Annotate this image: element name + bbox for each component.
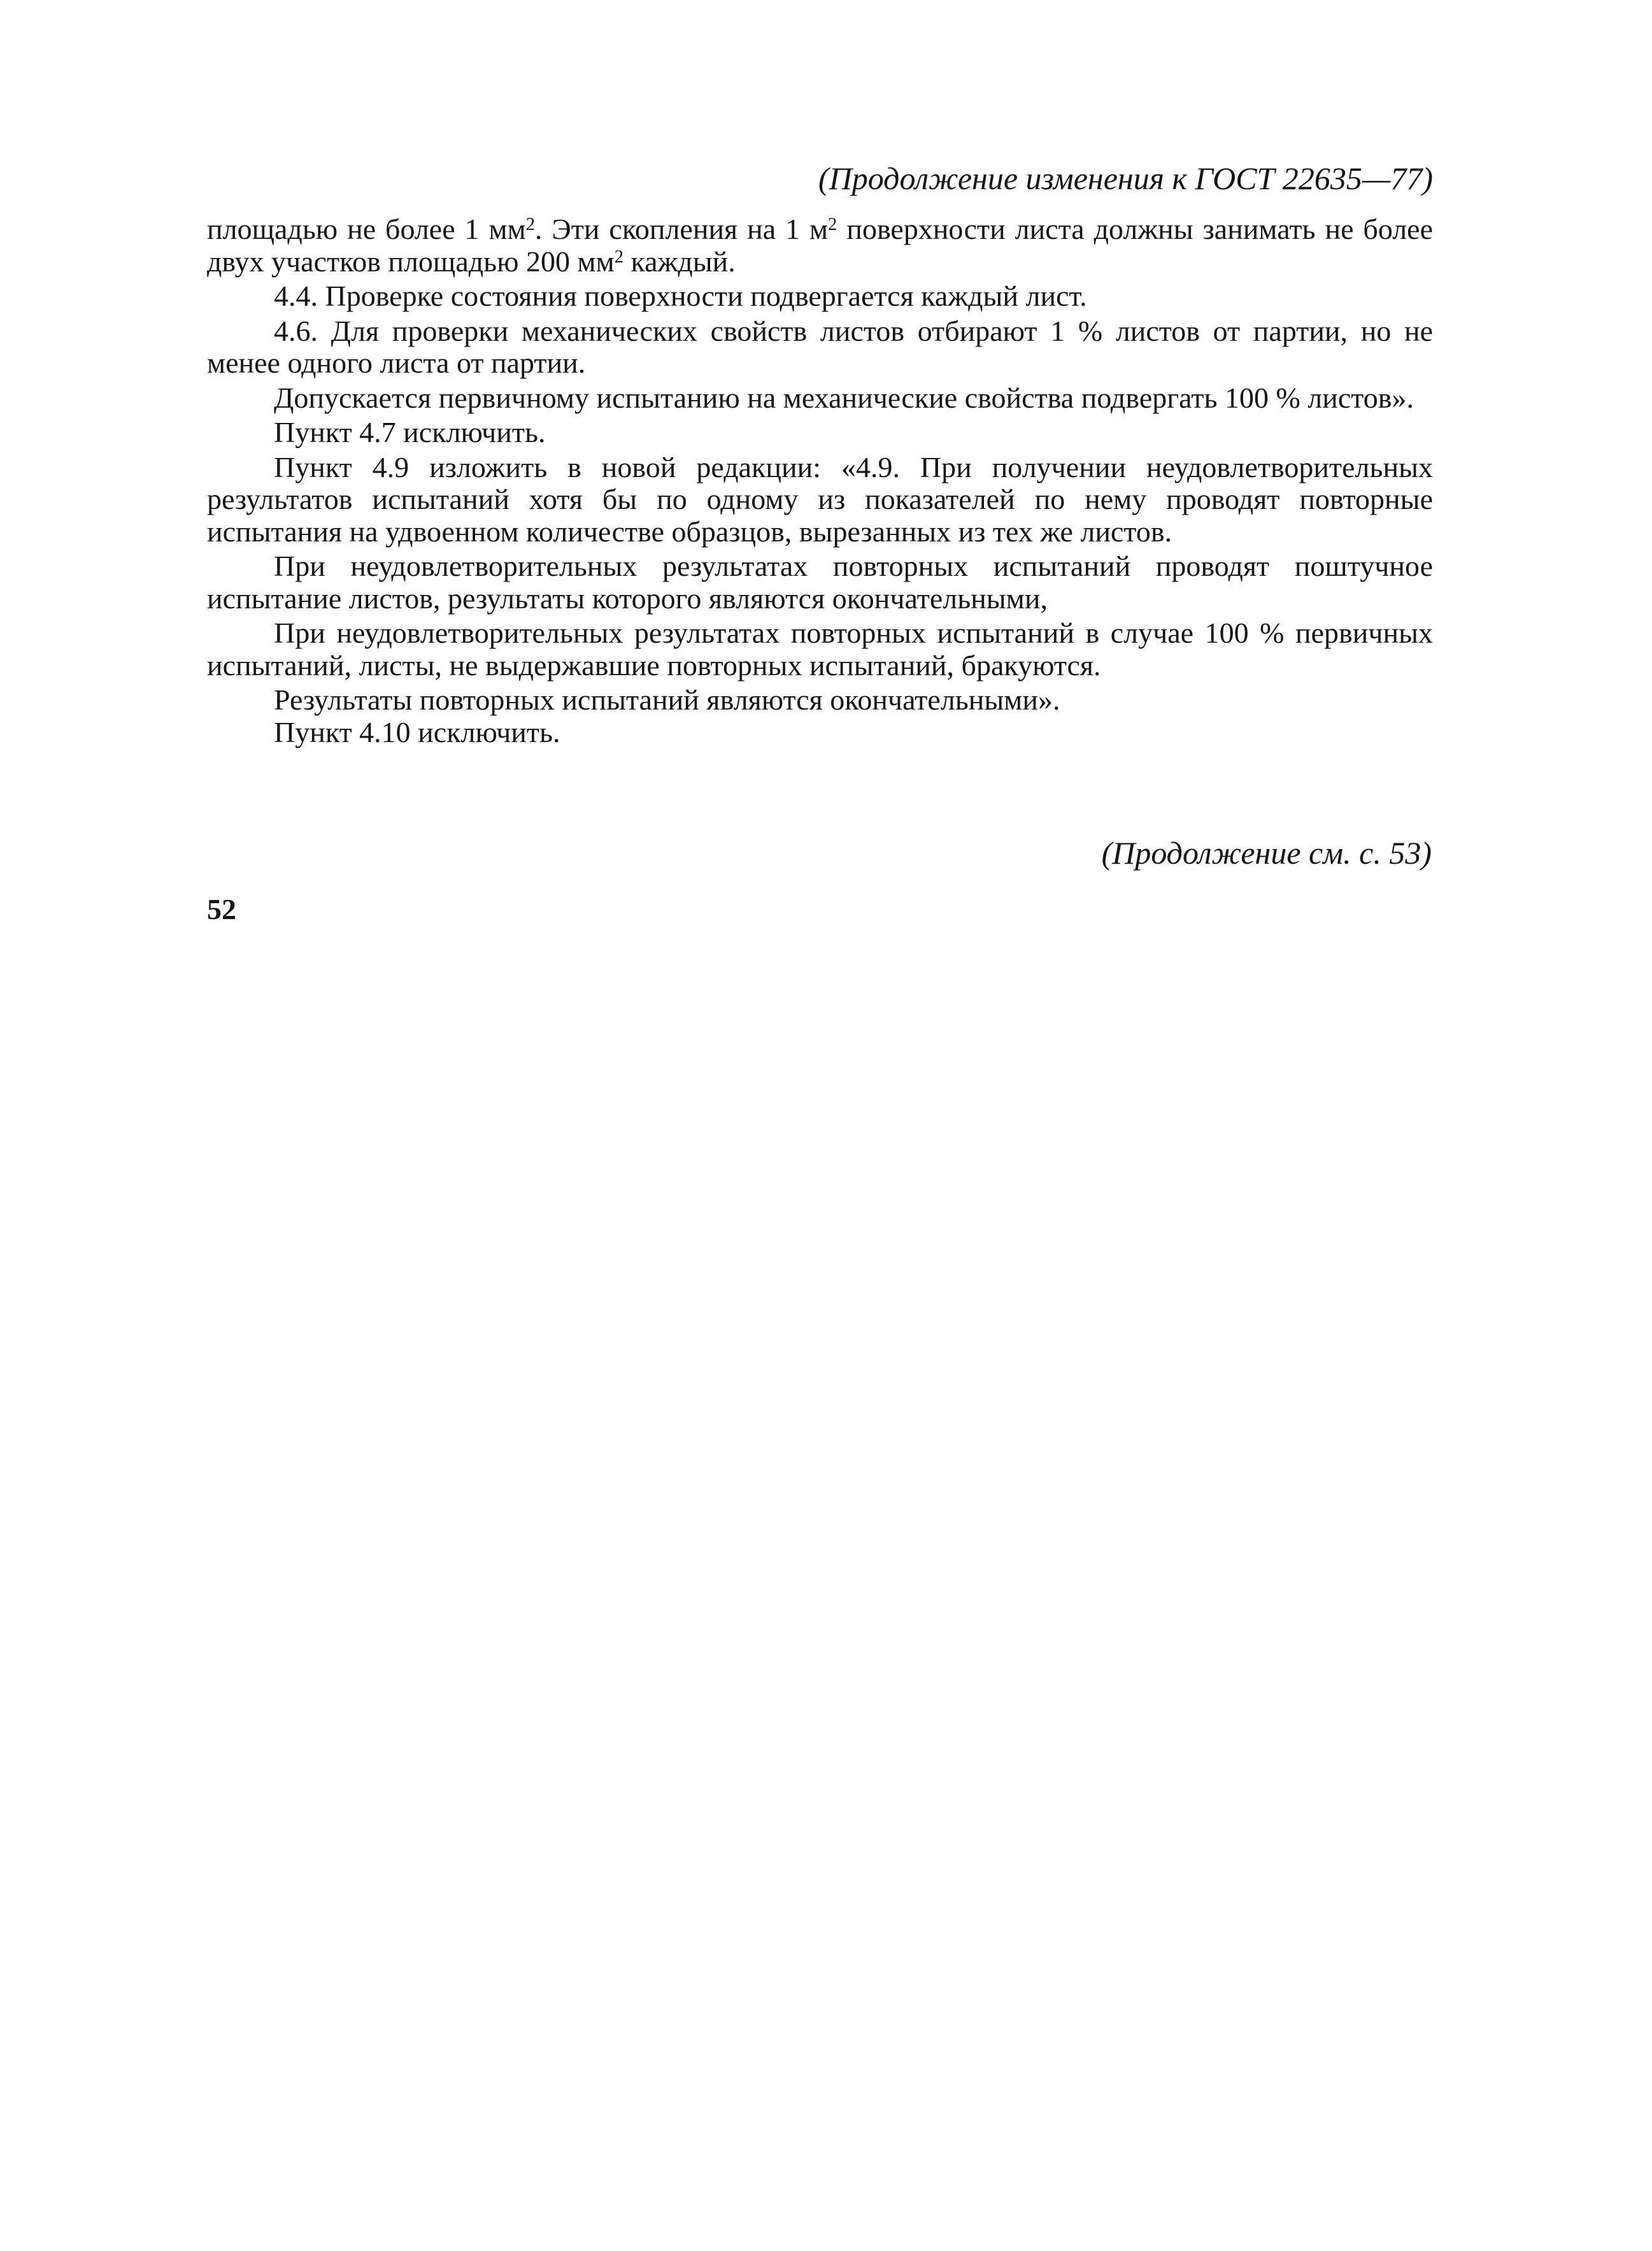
continuation-header: (Продолжение изменения к ГОСТ 22635—77) (818, 161, 1433, 196)
paragraph-4-10-excluded: Пункт 4.10 исключить. (274, 715, 560, 748)
document-body (207, 213, 1433, 748)
superscript: 2 (614, 247, 623, 267)
continuation-footer-note: (Продолжение см. с. 53) (1101, 835, 1432, 871)
paragraph-primary-test: Допускается первичному испытанию на механические свойства подвергать 100 % листов». (274, 381, 1414, 414)
paragraph-text: каждый. (623, 245, 736, 278)
paragraph-text: . Эти скопления на 1 м (534, 213, 829, 245)
paragraph-4-6: 4.6. Для проверки механических свойств листов отбирают 1 % листов от партии, но не менее одного листа от партии. (207, 314, 1433, 379)
paragraph-surface-area (207, 213, 1433, 278)
page-number: 52 (207, 893, 236, 925)
paragraph-rejection: При неудовлетворительных результатах повторных испытаний в случае 100 % первичных испытаний, листы, не выдержавшие повторных испытаний, бракуются. (207, 617, 1433, 682)
paragraph-final-results: Результаты повторных испытаний являются окончательными». (274, 683, 1060, 716)
paragraph-4-9: Пункт 4.9 изложить в новой редакции: «4.9. При получении неудовлетворительных результатов испытаний хотя бы по одному из показателей по нему проводят повторные испытания на удвоенном количестве образцов, вырезанных из тех же листов. (207, 450, 1433, 548)
paragraph-4-4: 4.4. Проверке состояния поверхности подвергается каждый лист. (274, 280, 1087, 312)
paragraph-4-7-excluded: Пункт 4.7 исключить. (274, 416, 546, 448)
superscript: 2 (828, 214, 837, 234)
paragraph-piecewise-test: При неудовлетворительных результатах повторных испытаний проводят поштучное испытание листов, результаты которого являются окончательными, (207, 550, 1433, 615)
paragraph-text: поверхности листа должны занимать не более двух участков площадью 200 мм (207, 213, 1434, 278)
superscript: 2 (525, 214, 535, 234)
paragraph-text: площадью не более 1 мм (207, 213, 526, 245)
